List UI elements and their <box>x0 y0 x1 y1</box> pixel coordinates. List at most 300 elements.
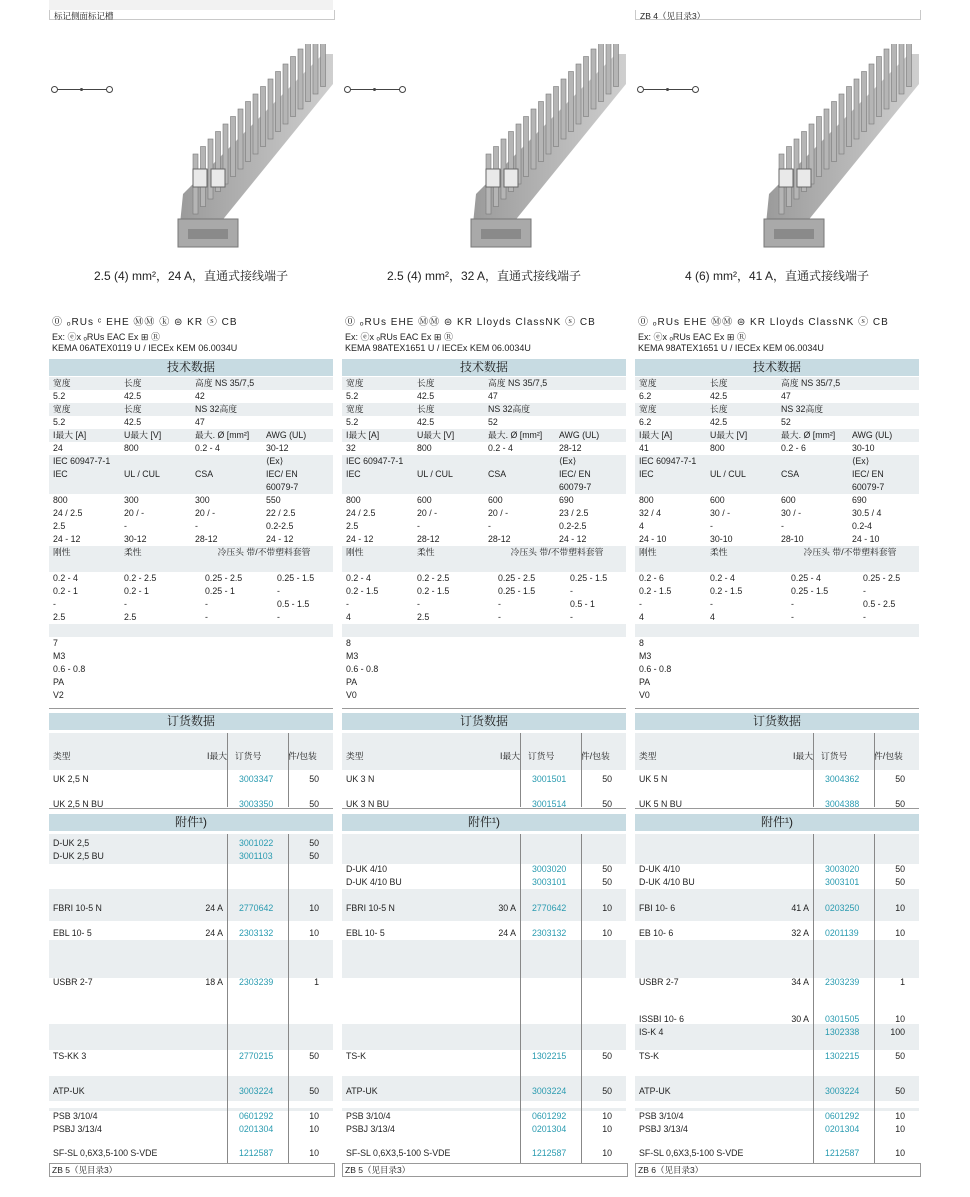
tech-row <box>635 663 919 676</box>
accessory-type: PSBJ 3/13/4 <box>346 1124 395 1134</box>
tech-row <box>49 689 333 702</box>
divider <box>635 808 919 809</box>
tech-cell: V2 <box>53 690 64 700</box>
tech-cell: 42 <box>195 391 205 401</box>
ex-cert-marks-icon: Ex: ⓔx ₒRUs EAC Ex ⊞ Ⓡ <box>638 332 746 342</box>
order-number-link[interactable]: 3003350 <box>239 799 274 809</box>
tech-cell: 20 / - <box>488 508 509 518</box>
tech-cell: 0.2 - 4 <box>346 573 371 583</box>
tech-cell: 宽度 <box>53 404 71 414</box>
tech-cell: 0.2 - 4 <box>195 443 220 453</box>
tech-cell: 47 <box>781 391 791 401</box>
tech-cell: 柔性 <box>710 547 728 557</box>
accessory-type: SF-SL 0,6X3,5-100 S-VDE <box>346 1148 451 1158</box>
tech-cell: 600 <box>488 495 503 505</box>
tech-cell: 5.2 <box>346 391 359 401</box>
tech-row <box>635 585 919 598</box>
accessory-row <box>342 902 626 915</box>
tech-cell: 24 / 2.5 <box>53 508 83 518</box>
tech-cell: U最大 [V] <box>417 430 455 440</box>
accessory-row <box>635 863 919 876</box>
tech-cell: 30 / - <box>781 508 802 518</box>
tech-cell: 24 - 12 <box>53 534 81 544</box>
accessory-band <box>342 940 626 978</box>
accessory-qty: 50 <box>309 1051 319 1061</box>
tech-cell: - <box>53 599 56 609</box>
tech-cell: 2.5 <box>346 521 359 531</box>
tech-cell: 高度 NS 35/7,5 <box>488 378 548 388</box>
tech-cell: 冷压头 带/不带塑料套管 <box>803 547 897 557</box>
tech-cell: 30-10 <box>852 443 875 453</box>
tech-row <box>49 403 333 416</box>
tech-cell: PA <box>53 677 65 687</box>
tech-row <box>635 442 919 455</box>
order-number-column <box>227 733 289 807</box>
tech-row <box>342 650 626 663</box>
tech-row <box>635 416 919 429</box>
order-number-link[interactable]: 3001514 <box>532 799 567 809</box>
accessory-qty: 50 <box>309 851 319 861</box>
accessory-row <box>342 1110 626 1123</box>
tech-row <box>635 377 919 390</box>
tech-cell: - <box>277 586 280 596</box>
order-qty: 50 <box>602 799 612 809</box>
tech-row <box>635 611 919 624</box>
tech-row <box>635 468 919 494</box>
tech-cell: I最大 [A] <box>639 430 673 440</box>
tech-row <box>49 611 333 624</box>
tech-cell: ⟨Ex⟩ <box>266 456 284 466</box>
tech-cell: M3 <box>639 651 652 661</box>
tech-row <box>49 377 333 390</box>
accessory-number-link[interactable]: 1212587 <box>239 1148 274 1158</box>
order-row <box>49 773 333 786</box>
accessory-row <box>342 1147 626 1160</box>
product-image-area <box>635 44 919 259</box>
order-row <box>635 798 919 811</box>
tech-cell: 20 / - <box>417 508 438 518</box>
tech-cell: 0.2 - 4 <box>488 443 513 453</box>
accessory-type: D-UK 2,5 BU <box>53 851 104 861</box>
tech-row <box>635 507 919 520</box>
tech-row <box>635 494 919 507</box>
certifications <box>638 316 889 355</box>
accessory-qty: 50 <box>602 877 612 887</box>
tech-cell: 30-12 <box>266 443 289 453</box>
tech-row <box>342 507 626 520</box>
tech-cell: 0.2 - 4 <box>53 573 78 583</box>
terminal-symbol-icon <box>637 85 699 95</box>
accessory-type: PSB 3/10/4 <box>639 1111 684 1121</box>
order-type: UK 3 N <box>346 774 375 784</box>
tech-cell: 0.25 - 1.5 <box>791 586 829 596</box>
tech-cell: 0.25 - 1 <box>205 586 235 596</box>
tech-cell: 0.2 - 1 <box>124 586 149 596</box>
tech-cell: - <box>570 586 573 596</box>
tech-cell: V0 <box>346 690 357 700</box>
accessory-row <box>635 876 919 889</box>
tech-row <box>49 442 333 455</box>
tech-cell: 柔性 <box>124 547 142 557</box>
accessories-header: 附件¹) <box>635 814 919 831</box>
accessory-number-link[interactable]: 0601292 <box>532 1111 567 1121</box>
tech-row <box>342 390 626 403</box>
accessory-number-link[interactable]: 2303239 <box>239 977 274 987</box>
accessory-type: USBR 2-7 <box>639 977 679 987</box>
tech-cell: AWG (UL) <box>852 430 893 440</box>
top-strip <box>635 10 921 20</box>
tech-cell: - <box>863 586 866 596</box>
tech-row <box>342 637 626 650</box>
tech-row <box>342 624 626 637</box>
accessory-number-link[interactable]: 3003101 <box>825 877 860 887</box>
accessory-number-link[interactable]: 0201304 <box>825 1124 860 1134</box>
tech-cell: 0.2 - 1.5 <box>710 586 743 596</box>
tech-cell: 24 - 12 <box>266 534 294 544</box>
accessory-row <box>49 1123 333 1136</box>
accessory-qty: 50 <box>895 877 905 887</box>
tech-cell: U最大 [V] <box>124 430 162 440</box>
order-number-link[interactable]: 3004388 <box>825 799 860 809</box>
accessory-qty: 10 <box>895 1124 905 1134</box>
tech-cell: 刚性 <box>639 547 657 557</box>
tech-cell: 600 <box>781 495 796 505</box>
tech-row <box>49 455 333 468</box>
accessory-qty: 10 <box>309 1148 319 1158</box>
tech-row <box>635 520 919 533</box>
tech-cell: 52 <box>781 417 791 427</box>
accessory-number-link[interactable]: 3003020 <box>825 864 860 874</box>
accessory-row <box>635 1147 919 1160</box>
accessory-qty: 10 <box>602 928 612 938</box>
accessory-row <box>635 1110 919 1123</box>
accessory-row <box>49 1085 333 1098</box>
accessory-qty: 10 <box>602 1111 612 1121</box>
tech-cell: 0.2 - 6 <box>639 573 664 583</box>
accessory-number-link[interactable]: 3001103 <box>239 851 273 861</box>
tech-cell: 5.2 <box>53 417 66 427</box>
order-type: UK 2,5 N <box>53 774 89 784</box>
accessories-header: 附件¹) <box>49 814 333 831</box>
tech-row <box>635 390 919 403</box>
accessory-current: 34 A <box>791 977 809 987</box>
ex-cert-marks-icon: Ex: ⓔx ₒRUs EAC Ex ⊞ Ⓡ <box>345 332 453 342</box>
accessory-qty: 50 <box>895 1086 905 1096</box>
accessory-number-link[interactable]: 2770642 <box>532 903 567 913</box>
tech-cell: 30.5 / 4 <box>852 508 882 518</box>
accessory-current: 32 A <box>791 928 809 938</box>
terminal-block-image <box>466 44 626 256</box>
tech-cell: 0.2 - 6 <box>781 443 806 453</box>
tech-row <box>635 624 919 637</box>
accessory-row <box>635 1085 919 1098</box>
tech-cell: - <box>639 599 642 609</box>
accessory-type: ISSBI 10- 6 <box>639 1014 684 1024</box>
tech-cell: 28-12 <box>488 534 511 544</box>
accessory-row <box>635 1013 919 1026</box>
tech-cell: 32 / 4 <box>639 508 662 518</box>
tech-row <box>342 403 626 416</box>
accessory-current: 41 A <box>791 903 809 913</box>
accessory-type: ATP-UK <box>346 1086 378 1096</box>
accessory-row <box>635 927 919 940</box>
tech-cell: 0.25 - 2.5 <box>205 573 243 583</box>
tech-cell: 2.5 <box>53 521 66 531</box>
accessory-number-link[interactable]: 0201304 <box>239 1124 274 1134</box>
accessory-type: TS-K <box>346 1051 367 1061</box>
order-type: UK 5 N <box>639 774 668 784</box>
tech-row <box>342 442 626 455</box>
tech-cell: 800 <box>53 495 68 505</box>
tech-row <box>49 429 333 442</box>
accessory-number-link[interactable]: 0203250 <box>825 903 860 913</box>
terminal-block-image <box>759 44 919 256</box>
tech-cell: 42.5 <box>710 417 728 427</box>
accessory-row <box>49 1147 333 1160</box>
tech-row <box>49 637 333 650</box>
order-number-link[interactable]: 3004362 <box>825 774 860 784</box>
tech-cell: - <box>124 599 127 609</box>
accessory-qty: 10 <box>895 928 905 938</box>
tech-cell: 28-10 <box>781 534 804 544</box>
accessory-qty: 10 <box>602 903 612 913</box>
accessory-type: PSBJ 3/13/4 <box>639 1124 688 1134</box>
accessory-row <box>49 927 333 940</box>
tech-cell: ⟨Ex⟩ <box>852 456 870 466</box>
tech-cell: 长度 <box>124 378 142 388</box>
tech-cell: - <box>195 521 198 531</box>
accessory-number-link[interactable]: 3003101 <box>532 877 567 887</box>
order-number-link[interactable]: 3001501 <box>532 774 567 784</box>
accessory-qty: 10 <box>309 1124 319 1134</box>
tech-cell: 0.6 - 0.8 <box>53 664 86 674</box>
divider <box>342 808 626 809</box>
tech-cell: 0.25 - 1.5 <box>570 573 608 583</box>
tech-cell: - <box>124 521 127 531</box>
order-row <box>342 798 626 811</box>
tech-row <box>342 676 626 689</box>
tech-cell: UL / CUL <box>710 469 746 479</box>
tech-cell: 0.25 - 4 <box>791 573 821 583</box>
accessory-row <box>342 927 626 940</box>
accessory-qty: 10 <box>895 903 905 913</box>
tech-cell: 30-10 <box>710 534 733 544</box>
tech-cell: NS 32高度 <box>195 404 238 414</box>
accessory-type: FBI 10- 6 <box>639 903 676 913</box>
terminal-symbol-icon <box>344 85 406 95</box>
accessory-row <box>342 1123 626 1136</box>
tech-row <box>342 572 626 585</box>
ex-cert-marks-icon: Ex: ⓔx ₒRUs EAC Ex ⊞ Ⓡ <box>52 332 160 342</box>
tech-row <box>49 650 333 663</box>
tech-cell: 最大. Ø [mm²] <box>195 430 250 440</box>
order-row <box>49 798 333 811</box>
accessory-number-link[interactable]: 0201304 <box>532 1124 567 1134</box>
order-number-column <box>520 733 582 807</box>
tech-row <box>342 416 626 429</box>
accessory-current: 24 A <box>205 928 223 938</box>
tech-cell: 刚性 <box>53 547 71 557</box>
tech-cell: 20 / - <box>195 508 216 518</box>
tech-row <box>49 624 333 637</box>
tech-row <box>635 403 919 416</box>
tech-row <box>49 468 333 494</box>
order-table-header <box>635 733 919 770</box>
tech-cell: 800 <box>710 443 725 453</box>
tech-cell: - <box>863 612 866 622</box>
tech-cell: 0.2 - 1.5 <box>346 586 379 596</box>
tech-row <box>635 637 919 650</box>
accessory-type: TS-K <box>639 1051 660 1061</box>
accessory-number-link[interactable]: 3001022 <box>239 838 274 848</box>
tech-cell: 42.5 <box>417 417 435 427</box>
order-number-link[interactable]: 3003347 <box>239 774 274 784</box>
accessory-number-link[interactable]: 0601292 <box>825 1111 860 1121</box>
accessory-qty: 50 <box>602 1086 612 1096</box>
product-caption: 4 (6) mm²，41 A，直通式接线端子 <box>684 269 870 283</box>
tech-cell: 42.5 <box>124 417 142 427</box>
accessory-band <box>342 1024 626 1050</box>
accessory-number-link[interactable]: 2303132 <box>239 928 274 938</box>
tech-row <box>342 598 626 611</box>
tech-cell: 24 - 12 <box>346 534 374 544</box>
accessory-row <box>49 850 333 863</box>
cert-marks-icon: ⓪ ₒRUs ᶜ EHE ⓂⓂ ⓚ ⊜ KR ⓢ CB <box>52 317 238 328</box>
accessory-number-link[interactable]: 3003224 <box>239 1086 274 1096</box>
accessory-type: EB 10- 6 <box>639 928 674 938</box>
tech-cell: 长度 <box>417 378 435 388</box>
accessory-type: SF-SL 0,6X3,5-100 S-VDE <box>639 1148 744 1158</box>
footer-reference: ZB 5（见目录3） <box>342 1163 628 1177</box>
tech-cell: PA <box>346 677 358 687</box>
tech-cell: 0.5 - 1 <box>570 599 595 609</box>
order-qty: 50 <box>309 774 319 784</box>
tech-cell: 宽度 <box>346 378 364 388</box>
accessory-type: PSBJ 3/13/4 <box>53 1124 102 1134</box>
tech-data-header: 技术数据 <box>49 359 333 376</box>
product-caption: 2.5 (4) mm²，24 A，直通式接线端子 <box>93 269 289 283</box>
accessory-number-link[interactable]: 0201139 <box>825 928 859 938</box>
tech-cell: 2.5 <box>417 612 430 622</box>
tech-cell: 800 <box>124 443 139 453</box>
order-type: UK 5 N BU <box>639 799 683 809</box>
accessory-number-link[interactable]: 0601292 <box>239 1111 274 1121</box>
divider <box>635 708 919 709</box>
tech-cell: 0.2 - 2.5 <box>417 573 450 583</box>
tech-cell: V0 <box>639 690 650 700</box>
tech-cell: M3 <box>53 651 66 661</box>
tech-cell: - <box>498 612 501 622</box>
accessory-number-link[interactable]: 0301505 <box>825 1014 860 1024</box>
tech-cell: M3 <box>346 651 359 661</box>
tech-row <box>49 494 333 507</box>
terminal-block-image <box>173 44 333 256</box>
order-col-header: I最大 <box>793 751 814 761</box>
accessory-qty: 1 <box>314 977 319 987</box>
product-column-1 <box>49 0 333 1197</box>
order-col-header: 订货号 <box>821 751 848 761</box>
tech-cell: 宽度 <box>639 378 657 388</box>
tech-row <box>635 455 919 468</box>
accessories-header: 附件¹) <box>342 814 626 831</box>
tech-row <box>635 598 919 611</box>
order-qty: 50 <box>309 799 319 809</box>
accessory-type: ATP-UK <box>639 1086 671 1096</box>
tech-cell: 0.5 - 1.5 <box>277 599 310 609</box>
tech-cell: 0.5 - 2.5 <box>863 599 896 609</box>
tech-row <box>49 520 333 533</box>
accessory-number-link[interactable]: 1302215 <box>825 1051 860 1061</box>
accessory-number-link[interactable]: 1212587 <box>825 1148 860 1158</box>
tech-cell: 550 <box>266 495 281 505</box>
order-row <box>635 773 919 786</box>
tech-row <box>635 429 919 442</box>
accessory-number-link[interactable]: 2303239 <box>825 977 860 987</box>
tech-cell: 6.2 <box>639 417 652 427</box>
tech-cell: 4 <box>346 612 351 622</box>
accessory-number-link[interactable]: 3003224 <box>825 1086 860 1096</box>
accessory-number-link[interactable]: 1302338 <box>825 1027 860 1037</box>
accessory-band <box>635 834 919 864</box>
order-col-header: 件/包装 <box>874 751 903 761</box>
tech-cell: CSA <box>781 469 800 479</box>
tech-cell: 24 - 10 <box>852 534 880 544</box>
tech-cell: 690 <box>559 495 574 505</box>
accessory-band <box>635 940 919 978</box>
tech-row <box>342 429 626 442</box>
order-col-header: I最大 <box>207 751 228 761</box>
accessory-number-link[interactable]: 1302215 <box>532 1051 567 1061</box>
tech-cell: NS 32高度 <box>781 404 824 414</box>
accessory-type: EBL 10- 5 <box>53 928 92 938</box>
tech-data-header: 技术数据 <box>342 359 626 376</box>
accessory-row <box>342 1085 626 1098</box>
tech-cell: - <box>710 521 713 531</box>
accessory-qty: 10 <box>309 928 319 938</box>
accessory-qty: 10 <box>895 1014 905 1024</box>
accessory-number-link[interactable]: 2303132 <box>532 928 567 938</box>
certifications <box>345 316 596 355</box>
tech-cell: - <box>710 599 713 609</box>
accessory-qty: 10 <box>309 1111 319 1121</box>
accessory-number-link[interactable]: 1212587 <box>532 1148 567 1158</box>
accessory-row <box>635 902 919 915</box>
accessory-type: PSB 3/10/4 <box>346 1111 391 1121</box>
accessory-number-link[interactable]: 2770642 <box>239 903 274 913</box>
accessory-row <box>635 976 919 989</box>
order-col-header: 件/包装 <box>288 751 317 761</box>
tech-cell: - <box>781 521 784 531</box>
accessory-number-link[interactable]: 2770215 <box>239 1051 274 1061</box>
tech-cell: 0.25 - 2.5 <box>498 573 536 583</box>
order-col-header: 类型 <box>346 751 364 761</box>
cert-marks-icon: ⓪ ₒRUs EHE ⓂⓂ ⊜ KR Lloyds ClassNK ⓢ CB <box>638 317 889 328</box>
tech-cell: 冷压头 带/不带塑料套管 <box>217 547 311 557</box>
tech-cell: 2.5 <box>53 612 66 622</box>
tech-cell: 最大. Ø [mm²] <box>781 430 836 440</box>
order-type: UK 3 N BU <box>346 799 390 809</box>
tech-row <box>49 663 333 676</box>
accessory-number-link[interactable]: 3003224 <box>532 1086 567 1096</box>
tech-row <box>49 533 333 546</box>
accessory-band <box>49 1024 333 1050</box>
accessory-number-link[interactable]: 3003020 <box>532 864 567 874</box>
footer-reference: ZB 6（见目录3） <box>635 1163 921 1177</box>
tech-cell: 800 <box>346 495 361 505</box>
tech-cell: 24 - 12 <box>559 534 587 544</box>
tech-cell: - <box>417 521 420 531</box>
tech-cell: 4 <box>639 521 644 531</box>
